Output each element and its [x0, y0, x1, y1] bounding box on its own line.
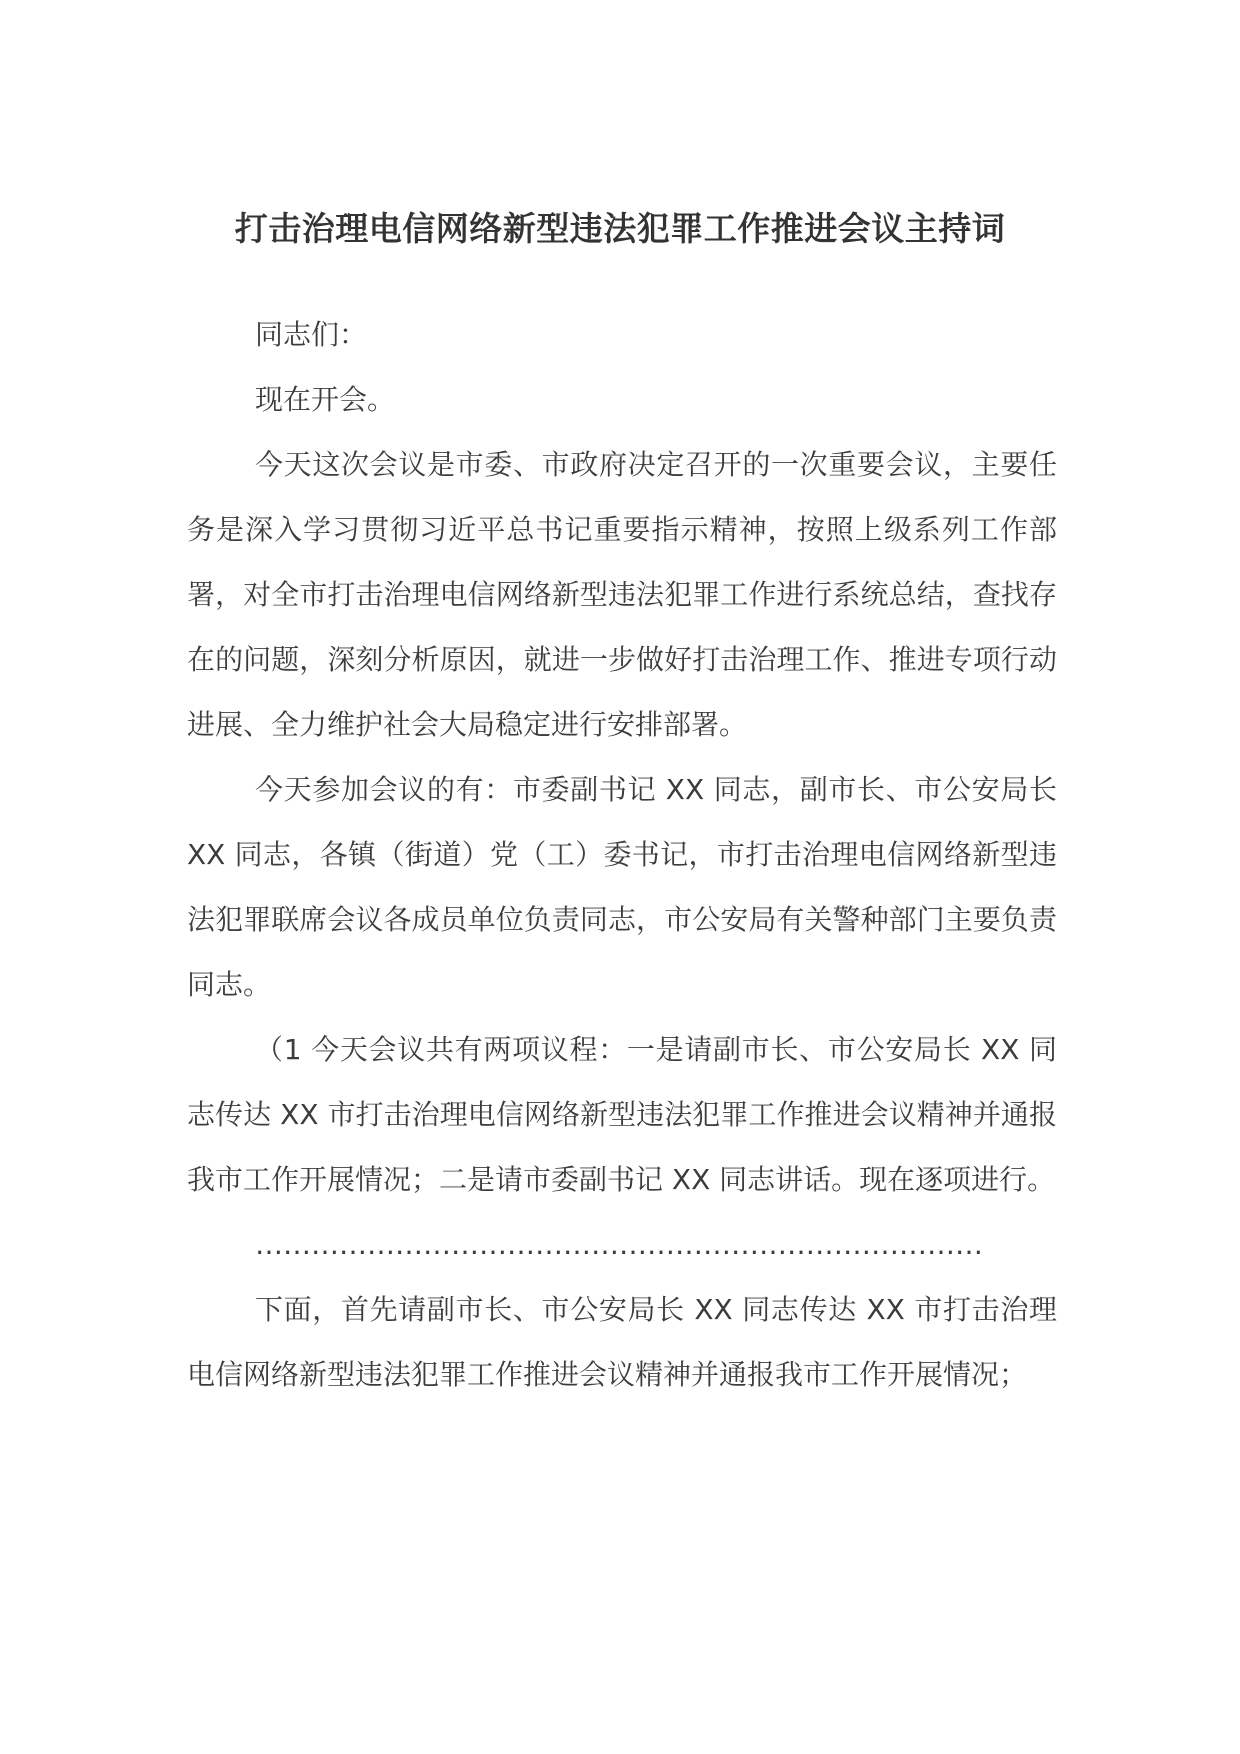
document-body: [187, 302, 1057, 1407]
ellipsis-separator: ……………………………………………………………………: [255, 1228, 983, 1261]
first-agenda-item-paragraph: 下面，首先请副市长、市公安局长 XX 同志传达 XX 市打击治理电信网络新型违法犯罪工作推进会议精神并通报我市工作开展情况；: [187, 1293, 1057, 1391]
salutation-paragraph: 同志们：: [255, 318, 368, 351]
opening-paragraph: 现在开会。: [255, 383, 396, 416]
document-title: 打击治理电信网络新型违法犯罪工作推进会议主持词: [234, 209, 1006, 248]
agenda-paragraph: （1 今天会议共有两项议程：一是请副市长、市公安局长 XX 同志传达 XX 市打击治理电信网络新型违法犯罪工作推进会议精神并通报我市工作开展情况；二是请市委副书记 XX 同志讲话。现在逐项进行。: [187, 1033, 1057, 1196]
meeting-purpose-paragraph: 今天这次会议是市委、市政府决定召开的一次重要会议，主要任务是深入学习贯彻习近平总书记重要指示精神，按照上级系列工作部署，对全市打击治理电信网络新型违法犯罪工作进行系统总结，查找存在的问题，深刻分析原因，就进一步做好打击治理工作、推进专项行动进展、全力维护社会大局稳定进行安排部署。: [187, 448, 1057, 741]
attendees-paragraph: 今天参加会议的有：市委副书记 XX 同志，副市长、市公安局长 XX 同志，各镇（街道）党（工）委书记，市打击治理电信网络新型违法犯罪联席会议各成员单位负责同志，市公安局有关警种部门主要负责同志。: [187, 773, 1057, 1001]
